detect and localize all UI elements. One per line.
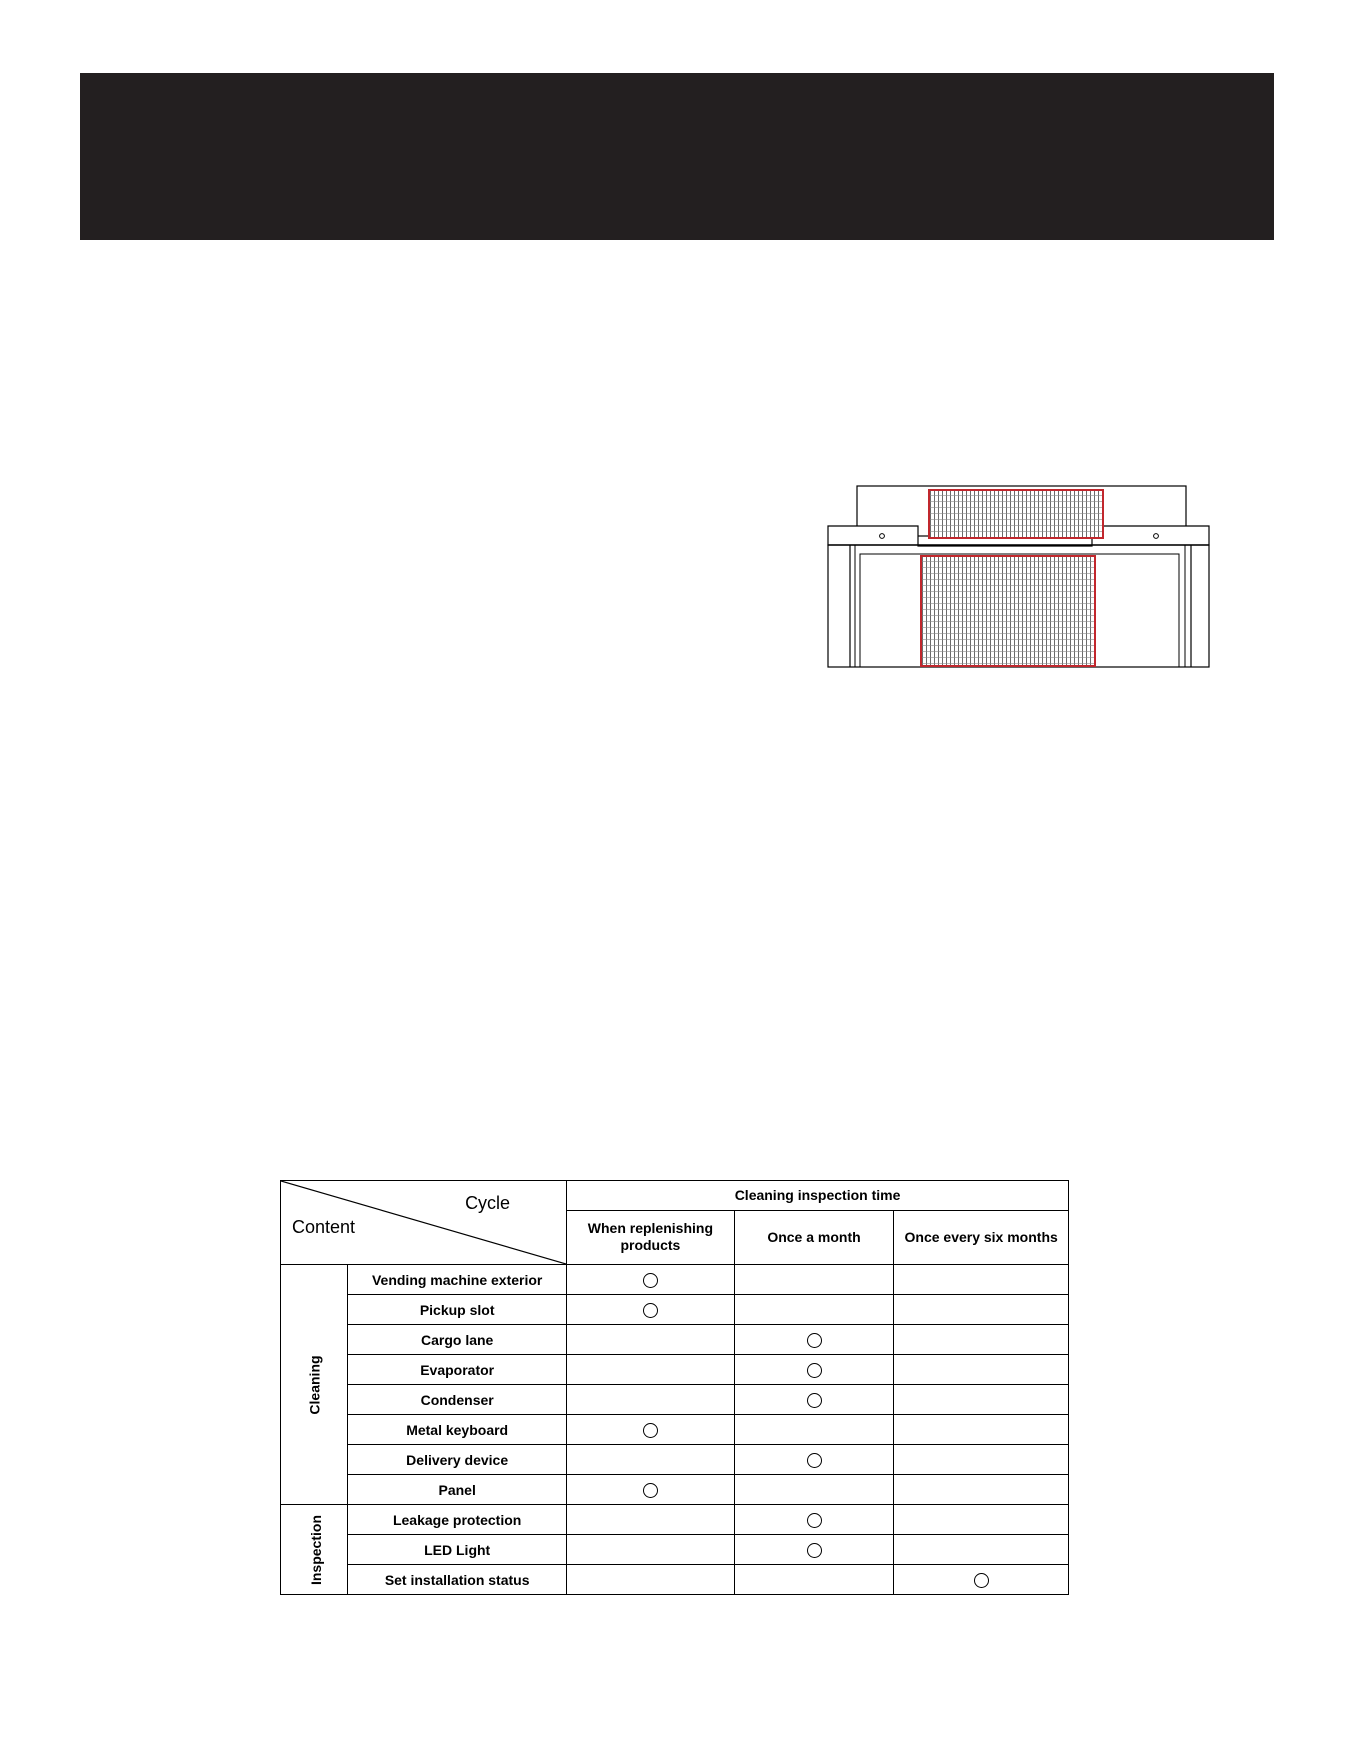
schedule-cell (734, 1385, 894, 1415)
group-label: Cleaning (306, 1354, 323, 1415)
table-row (281, 1505, 1069, 1535)
header-band (80, 73, 1274, 240)
schedule-cell (567, 1475, 735, 1505)
schedule-cell (567, 1565, 735, 1595)
corner-content-label: Content (292, 1217, 356, 1237)
schedule-cell (734, 1355, 894, 1385)
circle-mark-icon (807, 1453, 822, 1468)
schedule-cell (567, 1505, 735, 1535)
item-label: Metal keyboard (348, 1415, 567, 1445)
circle-mark-icon (807, 1363, 822, 1378)
schedule-cell (734, 1415, 894, 1445)
table-row (281, 1445, 1069, 1475)
column-header-once-a-month: Once a month (734, 1210, 894, 1264)
schedule-cell (734, 1265, 894, 1295)
cleaning-inspection-table (280, 1180, 1069, 1602)
schedule-cell (734, 1295, 894, 1325)
schedule-cell (567, 1445, 735, 1475)
table-row (281, 1355, 1069, 1385)
schedule-cell (734, 1325, 894, 1355)
item-label: Cargo lane (348, 1325, 567, 1355)
schedule-cell (567, 1265, 735, 1295)
schedule-cell (734, 1535, 894, 1565)
item-label: Set installation status (348, 1565, 567, 1595)
item-label: LED Light (348, 1535, 567, 1565)
schedule-cell (894, 1565, 1069, 1595)
schedule-cell (734, 1565, 894, 1595)
group-label-cell (281, 1505, 348, 1595)
circle-mark-icon (807, 1543, 822, 1558)
table-row (281, 1475, 1069, 1505)
schedule-cell (894, 1445, 1069, 1475)
table-corner-header (281, 1181, 567, 1265)
schedule-cell (894, 1535, 1069, 1565)
circle-mark-icon (807, 1513, 822, 1528)
item-label: Evaporator (348, 1355, 567, 1385)
item-label: Vending machine exterior (348, 1265, 567, 1295)
corner-cycle-label: Cycle (465, 1193, 511, 1213)
group-label-cell (281, 1265, 348, 1505)
schedule-cell (894, 1505, 1069, 1535)
table-row (281, 1385, 1069, 1415)
schedule-cell (894, 1415, 1069, 1445)
schedule-cell (894, 1295, 1069, 1325)
schedule-cell (894, 1265, 1069, 1295)
schedule-cell (567, 1325, 735, 1355)
schedule-cell (567, 1415, 735, 1445)
schedule-cell (894, 1355, 1069, 1385)
circle-mark-icon (974, 1573, 989, 1588)
schedule-cell (894, 1325, 1069, 1355)
schedule-cell (567, 1355, 735, 1385)
item-label: Condenser (348, 1385, 567, 1415)
table-row (281, 1565, 1069, 1595)
item-label: Leakage protection (348, 1505, 567, 1535)
group-header-cleaning-inspection-time: Cleaning inspection time (567, 1181, 1069, 1211)
circle-mark-icon (643, 1303, 658, 1318)
schedule-cell (734, 1445, 894, 1475)
circle-mark-icon (643, 1423, 658, 1438)
table-row (281, 1325, 1069, 1355)
schedule-cell (894, 1475, 1069, 1505)
schedule-cell (734, 1505, 894, 1535)
condenser-diagram (826, 484, 1211, 668)
circle-mark-icon (807, 1393, 822, 1408)
schedule-cell (734, 1475, 894, 1505)
item-label: Delivery device (348, 1445, 567, 1475)
table-row (281, 1535, 1069, 1565)
schedule-cell (894, 1385, 1069, 1415)
schedule-cell (567, 1385, 735, 1415)
column-header-when-replenishing: When replenishing products (567, 1210, 735, 1264)
table-row (281, 1265, 1069, 1295)
circle-mark-icon (643, 1483, 658, 1498)
item-label: Pickup slot (348, 1295, 567, 1325)
circle-mark-icon (643, 1273, 658, 1288)
table-row (281, 1415, 1069, 1445)
circle-mark-icon (807, 1333, 822, 1348)
schedule-cell (567, 1535, 735, 1565)
column-header-once-every-six-months: Once every six months (894, 1210, 1069, 1264)
item-label: Panel (348, 1475, 567, 1505)
group-label: Inspection (308, 1514, 325, 1585)
schedule-cell (567, 1295, 735, 1325)
table-row (281, 1295, 1069, 1325)
